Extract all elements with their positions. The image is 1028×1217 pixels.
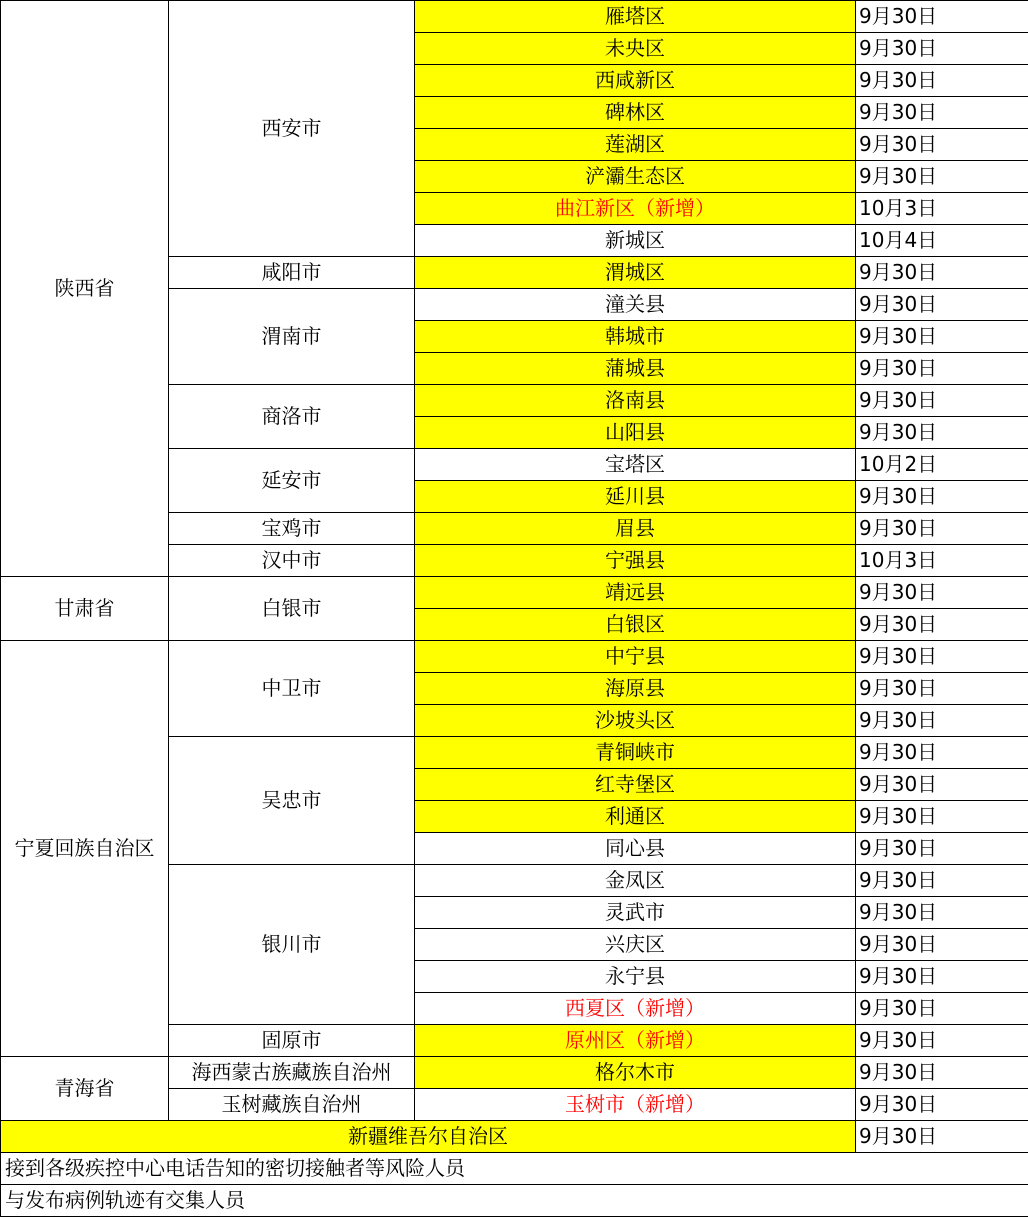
district-cell: 韩城市 (415, 321, 856, 353)
district-cell: 兴庆区 (415, 929, 856, 961)
district-cell: 玉树市（新增） (415, 1089, 856, 1121)
date-cell: 9月30日 (856, 1089, 1028, 1121)
date-cell: 9月30日 (856, 385, 1028, 417)
district-cell: 同心县 (415, 833, 856, 865)
date-cell: 9月30日 (856, 801, 1028, 833)
note-cell: 接到各级疾控中心电话告知的密切接触者等风险人员 (1, 1153, 1028, 1185)
date-cell: 9月30日 (856, 609, 1028, 641)
city-cell: 延安市 (169, 449, 415, 513)
date-cell: 9月30日 (856, 161, 1028, 193)
date-cell: 9月30日 (856, 65, 1028, 97)
district-cell: 山阳县 (415, 417, 856, 449)
city-cell: 咸阳市 (169, 257, 415, 289)
date-cell: 9月30日 (856, 33, 1028, 65)
date-cell: 9月30日 (856, 481, 1028, 513)
district-cell: 曲江新区（新增） (415, 193, 856, 225)
date-cell: 9月30日 (856, 961, 1028, 993)
table-row (1, 1, 1028, 33)
table-row (1, 1121, 1028, 1153)
date-cell: 9月30日 (856, 1057, 1028, 1089)
date-cell: 9月30日 (856, 1, 1028, 33)
date-cell: 9月30日 (856, 417, 1028, 449)
table-row (1, 577, 1028, 609)
city-cell: 海西蒙古族藏族自治州 (169, 1057, 415, 1089)
city-cell: 商洛市 (169, 385, 415, 449)
note-cell: 与发布病例轨迹有交集人员 (1, 1185, 1028, 1217)
district-cell: 碑林区 (415, 97, 856, 129)
city-cell: 白银市 (169, 577, 415, 641)
district-cell: 延川县 (415, 481, 856, 513)
date-cell: 9月30日 (856, 513, 1028, 545)
province-cell: 陕西省 (1, 1, 169, 577)
province-cell: 青海省 (1, 1057, 169, 1121)
district-cell: 利通区 (415, 801, 856, 833)
city-cell: 西安市 (169, 1, 415, 257)
district-cell: 潼关县 (415, 289, 856, 321)
date-cell: 9月30日 (856, 641, 1028, 673)
district-cell: 未央区 (415, 33, 856, 65)
date-cell: 10月2日 (856, 449, 1028, 481)
district-cell: 雁塔区 (415, 1, 856, 33)
date-cell: 9月30日 (856, 289, 1028, 321)
district-cell: 金凤区 (415, 865, 856, 897)
city-cell: 中卫市 (169, 641, 415, 737)
date-cell: 9月30日 (856, 897, 1028, 929)
city-cell: 银川市 (169, 865, 415, 1025)
city-cell: 固原市 (169, 1025, 415, 1057)
date-cell: 9月30日 (856, 865, 1028, 897)
date-cell: 9月30日 (856, 321, 1028, 353)
city-cell: 玉树藏族自治州 (169, 1089, 415, 1121)
table-row (1, 641, 1028, 673)
xinjiang-cell: 新疆维吾尔自治区 (1, 1121, 856, 1153)
table-body (1, 1, 1028, 1217)
district-cell: 眉县 (415, 513, 856, 545)
district-cell: 渭城区 (415, 257, 856, 289)
district-cell: 灵武市 (415, 897, 856, 929)
district-cell: 永宁县 (415, 961, 856, 993)
table-row (1, 1185, 1028, 1217)
district-cell: 格尔木市 (415, 1057, 856, 1089)
date-cell: 9月30日 (856, 129, 1028, 161)
district-cell: 蒲城县 (415, 353, 856, 385)
district-cell: 原州区（新增） (415, 1025, 856, 1057)
district-cell: 浐灞生态区 (415, 161, 856, 193)
city-cell: 渭南市 (169, 289, 415, 385)
date-cell: 10月3日 (856, 545, 1028, 577)
date-cell: 10月3日 (856, 193, 1028, 225)
district-cell: 中宁县 (415, 641, 856, 673)
district-cell: 白银区 (415, 609, 856, 641)
date-cell: 9月30日 (856, 577, 1028, 609)
date-cell: 9月30日 (856, 1121, 1028, 1153)
date-cell: 9月30日 (856, 353, 1028, 385)
district-cell: 靖远县 (415, 577, 856, 609)
table-row (1, 1057, 1028, 1089)
date-cell: 9月30日 (856, 705, 1028, 737)
date-cell: 9月30日 (856, 737, 1028, 769)
date-cell: 9月30日 (856, 929, 1028, 961)
date-cell: 9月30日 (856, 97, 1028, 129)
date-cell: 9月30日 (856, 1025, 1028, 1057)
district-cell: 莲湖区 (415, 129, 856, 161)
district-cell: 红寺堡区 (415, 769, 856, 801)
city-cell: 吴忠市 (169, 737, 415, 865)
date-cell: 10月4日 (856, 225, 1028, 257)
date-cell: 9月30日 (856, 257, 1028, 289)
date-cell: 9月30日 (856, 673, 1028, 705)
district-cell: 宝塔区 (415, 449, 856, 481)
district-cell: 青铜峡市 (415, 737, 856, 769)
date-cell: 9月30日 (856, 833, 1028, 865)
date-cell: 9月30日 (856, 993, 1028, 1025)
district-cell: 海原县 (415, 673, 856, 705)
district-cell: 新城区 (415, 225, 856, 257)
city-cell: 宝鸡市 (169, 513, 415, 545)
district-cell: 宁强县 (415, 545, 856, 577)
province-cell: 宁夏回族自治区 (1, 641, 169, 1057)
district-cell: 洛南县 (415, 385, 856, 417)
district-cell: 沙坡头区 (415, 705, 856, 737)
province-cell: 甘肃省 (1, 577, 169, 641)
table-row (1, 1153, 1028, 1185)
date-cell: 9月30日 (856, 769, 1028, 801)
district-cell: 西夏区（新增） (415, 993, 856, 1025)
city-cell: 汉中市 (169, 545, 415, 577)
district-cell: 西咸新区 (415, 65, 856, 97)
